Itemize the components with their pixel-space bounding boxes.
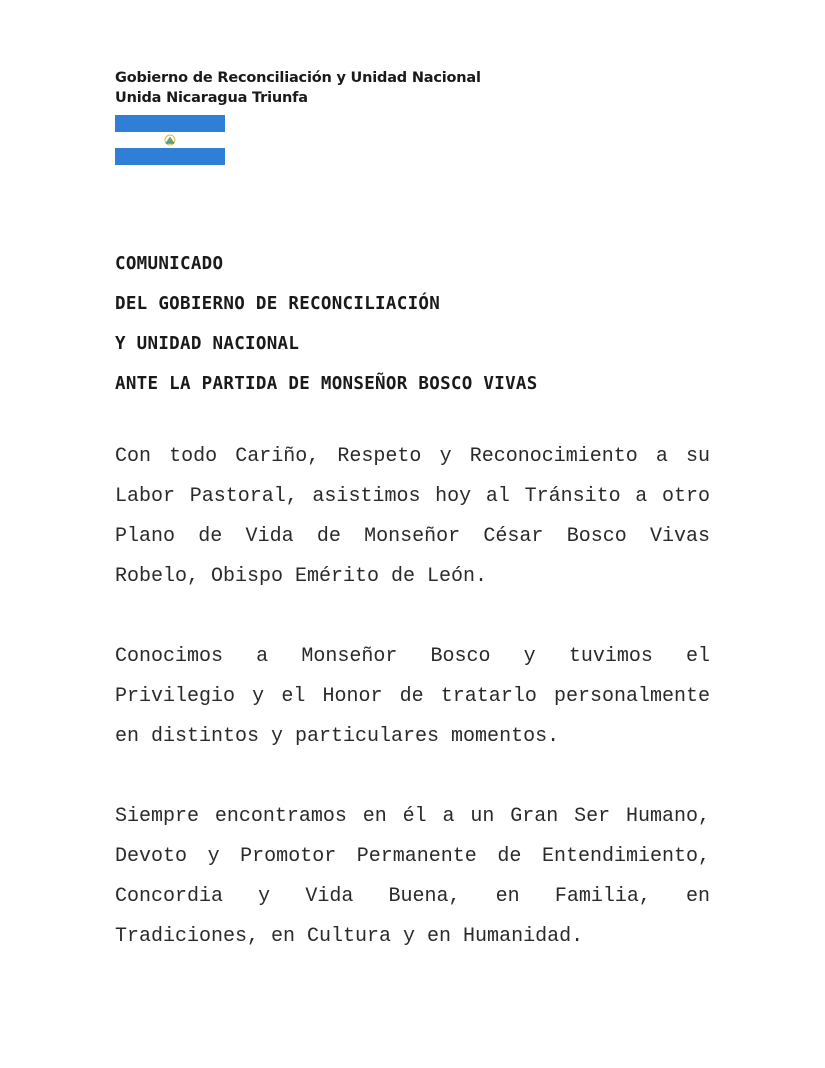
paragraph-3: Siempre encontramos en él a un Gran Ser Humano, Devoto y Promotor Permanente de Entendimiento, Concordia y Vida Buena, en Familia, en Tradiciones, en Cultura y en Humanidad.: [115, 805, 710, 948]
communique-title: [115, 244, 538, 404]
paragraph-1: Con todo Cariño, Respeto y Reconocimiento a su Labor Pastoral, asistimos hoy al Tránsito a otro Plano de Vida de Monseñor César Bosco Vivas Robelo, Obispo Emérito de León.: [115, 445, 710, 588]
title-line: COMUNICADO: [115, 254, 224, 274]
title-line: Y UNIDAD NACIONAL: [115, 334, 300, 354]
header-government-name: Gobierno de Reconciliación y Unidad Nacional: [115, 70, 481, 86]
header-slogan: Unida Nicaragua Triunfa: [115, 90, 308, 106]
nicaragua-flag-icon: [115, 115, 225, 165]
title-line: ANTE LA PARTIDA DE MONSEÑOR BOSCO VIVAS: [115, 374, 538, 394]
paragraph-2: Conocimos a Monseñor Bosco y tuvimos el Privilegio y el Honor de tratarlo personalmente en distintos y particulares momentos.: [115, 645, 710, 748]
document-header: [115, 68, 481, 108]
title-line: DEL GOBIERNO DE RECONCILIACIÓN: [115, 294, 441, 314]
